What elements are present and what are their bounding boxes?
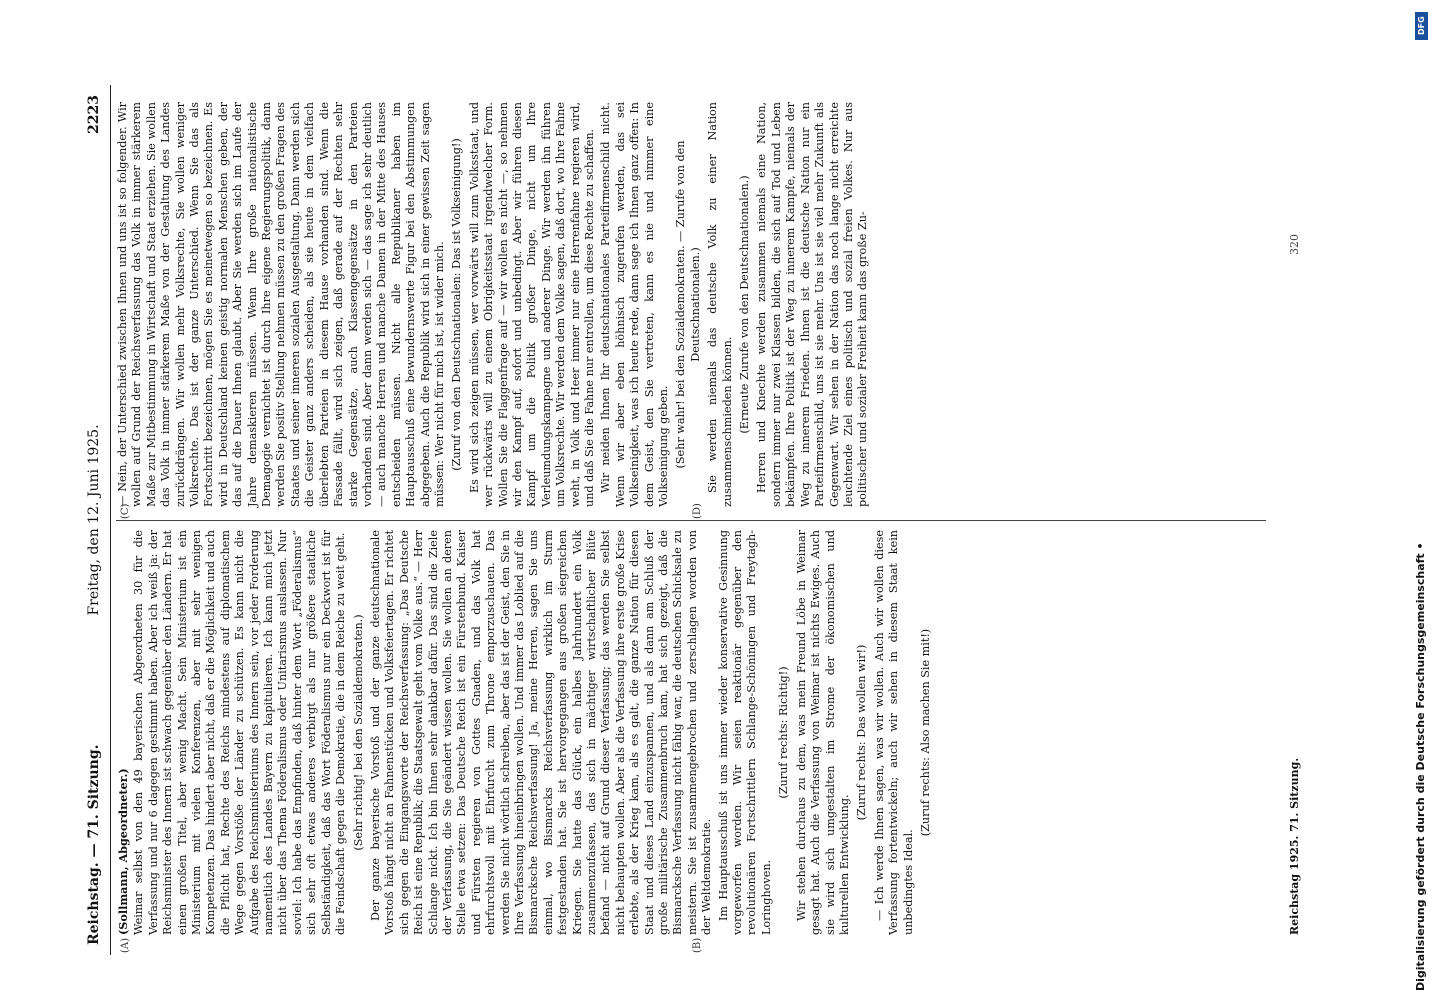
- paragraph: — Ich werde Ihnen sagen, was wir wollen. Auch wir wollen diese Verfassung fortentwickeln; auch wir sehen in diesem Staat kein unbedingtes Ideal.: [872, 530, 915, 935]
- speaker-label: (Sollmann, Abgeordneter.): [116, 768, 130, 935]
- paragraph: Es wird sich zeigen müssen, wer vorwärts will zum Volksstaat, und wer rückwärts will zu einem Obrigkeitsstaat irgendwelcher Form. Wollen Sie die Flaggenfrage auf — wir wollen es nicht —, so nehmen wir den Kampf auf, sofort und unbedingt. Aber wir führen diesen Kampf um die Politik großer Dinge, nicht um Ihre Verleumdungskampagne und anderer Dinge. Wir werden ihn führen um Volksrechte. Wir werden dem Volke sagen, daß dort, wo Ihre Fahne weht, in Volk und Heer immer nur eine Herrenfahne regieren wird, und daß Sie die Fahne nur entrollen, um diese Rechte zu schaffen.: [467, 101, 596, 507]
- signature-mark: 320: [1288, 234, 1301, 255]
- margin-letter-b: (B): [692, 937, 703, 953]
- paragraph: Sie werden niemals das deutsche Volk zu einer Nation zusammenschmieden können.: [706, 102, 734, 507]
- dfg-sidebar: [1412, 6, 1432, 996]
- page-number: 2223: [86, 95, 102, 134]
- paragraph: Der ganze bayerische Vorstoß und der ganze deutschnationale Vorstoß hängt nicht an Fahnenstücken und Volksfeiertagen. Er richtet sich gegen die Eingangsworte der Reichsverfassung: „Das Deutsche Reich ist eine Republik; die Staatsgewalt geht vom Volke aus.“ — Herr Schlange nickt. Ich bin Ihnen sehr dankbar dafür. Das sind die Ziele der Verfassung, die Sie geändert wissen wollen. Sie wollen an deren Stelle etwa setzen: Das Deutsche Reich ist ein Fürstenbund. Kaiser und Fürsten regieren von Gottes Gnaden, und das Volk hat ehrfurchtsvoll mit Ehrfurcht zum Throne emporzuschauen. Das werden Sie nicht wörtlich schreiben, aber das ist der Geist, den Sie in Ihre Verfassung hineinbringen wollen. Und immer das Loblied auf die Bismarcksche Reichsverfassung! Ja, meine Herren, sagen Sie uns einmal, wo Bismarcks Reichsverfassung wirklich im Sturm festgestanden hat. Sie ist hervorgegangen aus großen siegreichen Kriegen. Sie hatte das Glück, ein halbes Jahrhundert ein Volk zusammenzufassen, das sich in mächtiger wirtschaftlicher Blüte befand — nicht auf Grund dieser Verfassung; das werden Sie selbst nicht behaupten wollen. Aber als die Verfassung ihre erste große Krise erlebte, als der Krieg kam, als es galt, die ganze Nation für diesen Staat und dieses Land einzuspannen, und als dann am Schluß der große militärische Zusammenbruch kam, hat sich gezeigt, daß die Bismarcksche Verfassung nicht fähig war, die deutschen Schicksale zu meistern. Sie ist zusammengebrochen und zerschlagen worden von der Weltdemokratie.: [368, 530, 714, 935]
- interjection: (Sehr wahr! bei den Sozialdemokraten. — Zurufe von den Deutschnationalen.): [674, 140, 702, 469]
- margin-letter-d: (D): [692, 503, 703, 519]
- column-divider: [116, 520, 1266, 521]
- dfg-logo-icon: DFG: [1415, 12, 1428, 40]
- paragraph: Herren und Knechte werden zusammen niemals eine Nation, sondern immer nur zwei Klassen bilden, die sich auf Tod und Leben bekämpfen. Ihre Politik ist der Weg zu innerem Kampfe, niemals der Weg zu innerem Frieden. Ihnen ist die deutsche Nation nur ein Parteifirmenschild, uns ist sie mehr. Uns ist sie viel mehr Zukunft als Gegenwart. Wir sehen in der Nation das noch lange nicht erreichte leuchtende Ziel eines politisch und sozial freien Volkes. Nur aus politischer und sozialer Freiheit kann das große Zu-: [755, 102, 870, 507]
- margin-letter-c: (C): [120, 503, 131, 519]
- interjection: (Erneute Zurufe von den Deutschnationalen.): [738, 175, 752, 434]
- funding-notice: Digitalisierung gefördert durch die Deutsche Forschungsgemeinschaft •: [1414, 542, 1427, 991]
- paragraph: Im Hauptausschuß ist uns immer wieder konservative Gesinnung vorgeworfen worden. Wir seien reaktionär gegenüber den revolutionären Fortschrittlern Schlange-Schöningen und Freytagh-Loringhoven.: [716, 530, 773, 935]
- left-column: [116, 530, 936, 935]
- margin-letter-a: (A): [120, 937, 131, 953]
- rotated-page: [80, 85, 1340, 955]
- page-footer: Reichstag 1925. 71. Sitzung.: [1288, 757, 1301, 935]
- paragraph: Wir stehen durchaus zu dem, was mein Freund Löbe in Weimar gesagt hat. Auch die Verfassung von Weimar ist nichts Ewiges. Auch sie wird sich umgestalten im Strome der ökonomischen und kulturellen Entwicklung.: [794, 530, 851, 935]
- header-date: Freitag, den 12. Juni 1925.: [86, 424, 102, 616]
- interjection: (Zuruf rechts: Das wollen wir!): [855, 644, 869, 821]
- paragraph: — Nein, der Unterschied zwischen Ihnen und uns ist so folgender. Wir wollen auf Grund der Reichsverfassung das Volk in immer stärkerem Maße zur Mitbestimmung in Wirtschaft und Staat erziehen. Sie wollen das Volk in immer stärkerem Maße von der Gestaltung des Landes zurückdrängen. Wir wollen mehr Volksrechte, Sie wollen weniger Volksrechte. Das ist der ganze Unterschied. Wenn Sie das als Fortschritt bezeichnen, mögen Sie es meinetwegen so bezeichnen. Es wird in Deutschland keinen geistig normalen Menschen geben, der das auf die Dauer Ihnen glaubt. Aber Sie werden sich im Laufe der Jahre demaskieren müssen. Wenn Ihre große nationalistische Demagogie vernichtet ist durch Ihre eigene Regierungspolitik, dann werden Sie positiv Stellung nehmen müssen zu den großen Fragen des Staates und seiner inneren sozialen Ausgestaltung. Dann werden sich die Geister ganz anders scheiden, als sie heute in dem vielfach überlebten Parteien in diesem Hause vorhanden sind. Wenn die Fassade fällt, wird sich zeigen, daß gerade auf der Rechten sehr starke Gegensätze, auch Klassengegensätze in den Parteien vorhanden sind. Aber dann werden sich — das sage ich sehr deutlich — auch manche Herren und manche Damen in der Mitte des Hauses entscheiden müssen. Nicht alle Republikaner haben im Hauptausschuß eine bewundernswerte Figur bei den Abstimmungen abgegeben. Auch die Republik wird sich in einer gewissen Zeit sagen müssen: Wer nicht für mich ist, ist wider mich.: [116, 102, 446, 507]
- header-left: Reichstag. — 71. Sitzung.: [86, 744, 102, 945]
- page-header: [80, 85, 111, 955]
- interjection: (Sehr richtig! bei den Sozialdemokraten.): [351, 614, 365, 851]
- paragraph: Weimar selbst von den 49 bayerischen Abgeordneten 30 für die Verfassung und nur 6 dagegen gestimmt haben. Aber ich weiß ja: der Reichsminister des Innern ist schwach gegenüber den Ländern. Er hat einen großen Titel, aber wenig Macht. Sein Ministerium ist ein Ministerium mit vielen Konferenzen, aber mit sehr wenigen Kompetenzen. Das hindert aber nicht, daß er die Möglichkeit und auch die Pflicht hat, Rechte des Reichs mindestens auf diplomatischem Wege gegen Vorstöße der Länder zu schützen. Es kann nicht die Aufgabe des Reichsministeriums des Innern sein, vor jeder Forderung namentlich des Landes Bayern zu kapitulieren. Ich kann mich jetzt nicht über das Thema Föderalismus oder Unitarismus auslassen. Nur soviel: Ich habe das Empfinden, daß hinter dem Wort „Föderalismus“ sich sehr oft etwas anderes verbirgt als nur größere staatliche Selbständigkeit, daß das Wort Föderalismus nur ein Deckwort ist für die Feindschaft gegen die Demokratie, die in dem Reiche zu weit geht.: [132, 530, 348, 935]
- interjection: (Zuruf von den Deutschnationalen: Das ist Volkseinigung!): [450, 138, 464, 471]
- interjection: (Zuruf rechts: Also machen Sie mit!): [918, 628, 932, 837]
- interjection: (Zuruf rechts: Richtig!): [777, 666, 791, 799]
- paragraph: Wir neiden Ihnen Ihr deutschnationales Parteifirmenschild nicht. Wenn wir aber eben höhnisch zugerufen werden, das sei Volkseinigkeit, was ich heute rede, dann sage ich Ihnen ganz offen: In dem Geist, den Sie vertreten, kann es nie und nimmer eine Volkseinigung geben.: [599, 102, 671, 507]
- right-column: [116, 102, 873, 507]
